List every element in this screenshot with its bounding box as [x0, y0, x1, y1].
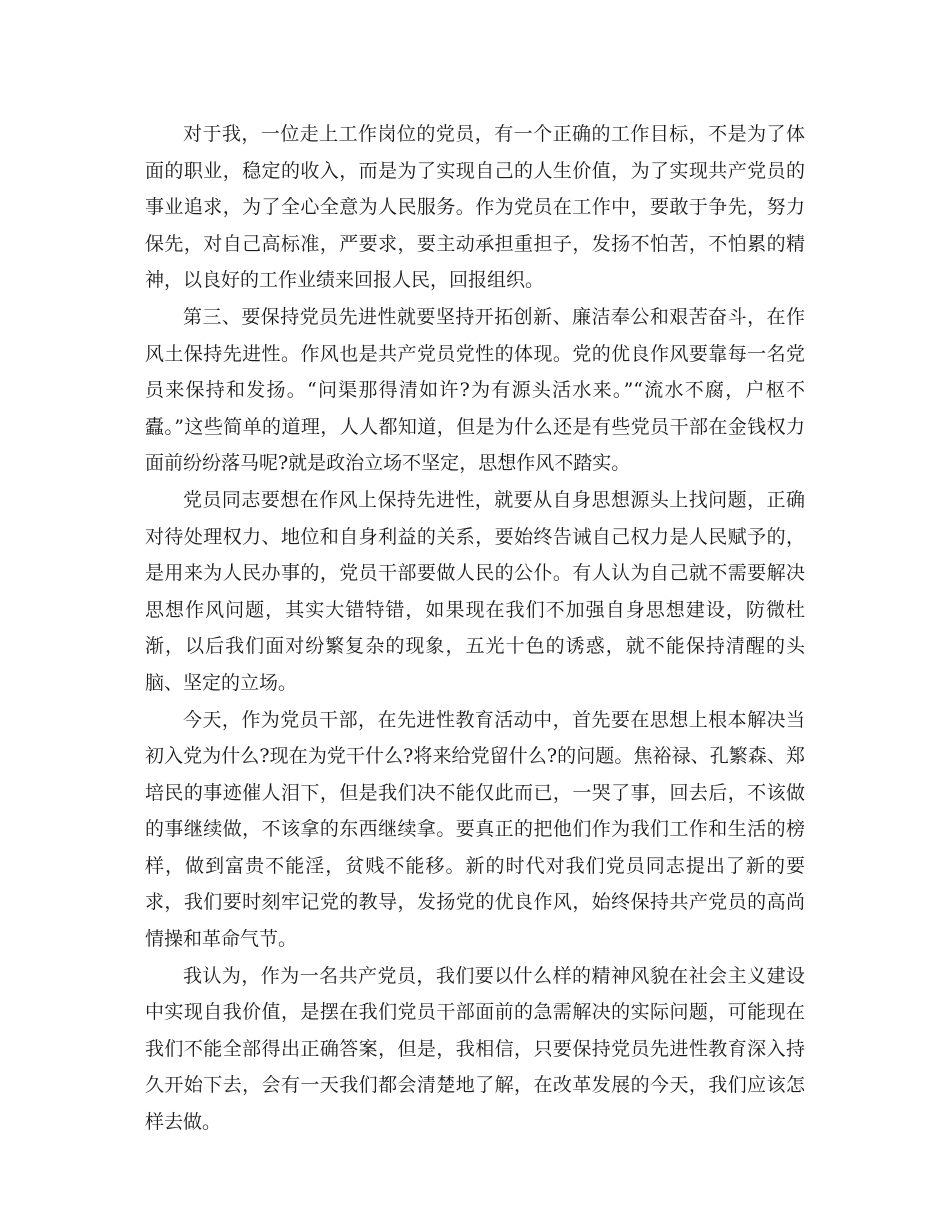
- paragraph-1: 对于我，一位走上工作岗位的党员，有一个正确的工作目标，不是为了体面的职业，稳定的收入，而是为了实现自己的人生价值，为了实现共产党员的事业追求，为了全心全意为人民服务。作为党员在工作中，要敢于争先，努力保先，对自己高标准，严要求，要主动承担重担子，发扬不怕苦，不怕累的精神，以良好的工作业绩来回报人民，回报组织。: [145, 123, 805, 292]
- paragraph-4: 今天，作为党员干部，在先进性教育活动中，首先要在思想上根本解决当初入党为什么?现在为党干什么?将来给党留什么?的问题。焦裕禄、孔繁森、郑培民的事迹催人泪下，但是我们决不能仅此而已，一哭了事，回去后，不该做的事继续做，不该拿的东西继续拿。要真正的把他们作为我们工作和生活的榜样，做到富贵不能淫，贫贱不能移。新的时代对我们党员同志提出了新的要求，我们要时刻牢记党的教导，发扬党的优良作风，始终保持共产党员的高尚情操和革命气节。: [145, 708, 805, 951]
- paragraph-2: 第三、要保持党员先进性就要坚持开拓创新、廉洁奉公和艰苦奋斗，在作风土保持先进性。作风也是共产党员党性的体现。党的优良作风要靠每一名党员来保持和发扬。“问渠那得清如许?为有源头活水来。”“流水不腐，户枢不蠹。”这些简单的道理，人人都知道，但是为什么还是有些党员干部在金钱权力面前纷纷落马呢?就是政治立场不坚定，思想作风不踏实。: [145, 305, 805, 475]
- paragraph-5: 我认为，作为一名共产党员，我们要以什么样的精神风貌在社会主义建设中实现自我价值，是摆在我们党员干部面前的急需解决的实际问题，可能现在我们不能全部得出正确答案，但是，我相信，只要保持党员先进性教育深入持久开始下去，会有一天我们都会清楚地了解，在改革发展的今天，我们应该怎样去做。: [145, 964, 805, 1134]
- document-body: [145, 116, 805, 1141]
- paragraph-3: 党员同志要想在作风上保持先进性，就要从自身思想源头上找问题，正确对待处理权力、地位和自身利益的关系，要始终告诫自己权力是人民赋予的，是用来为人民办事的，党员干部要做人民的公仆。有人认为自己就不需要解决思想作风问题，其实大错特错，如果现在我们不加强自身思想建设，防微杜渐，以后我们面对纷繁复杂的现象，五光十色的诱惑，就不能保持清醒的头脑、坚定的立场。: [145, 488, 805, 694]
